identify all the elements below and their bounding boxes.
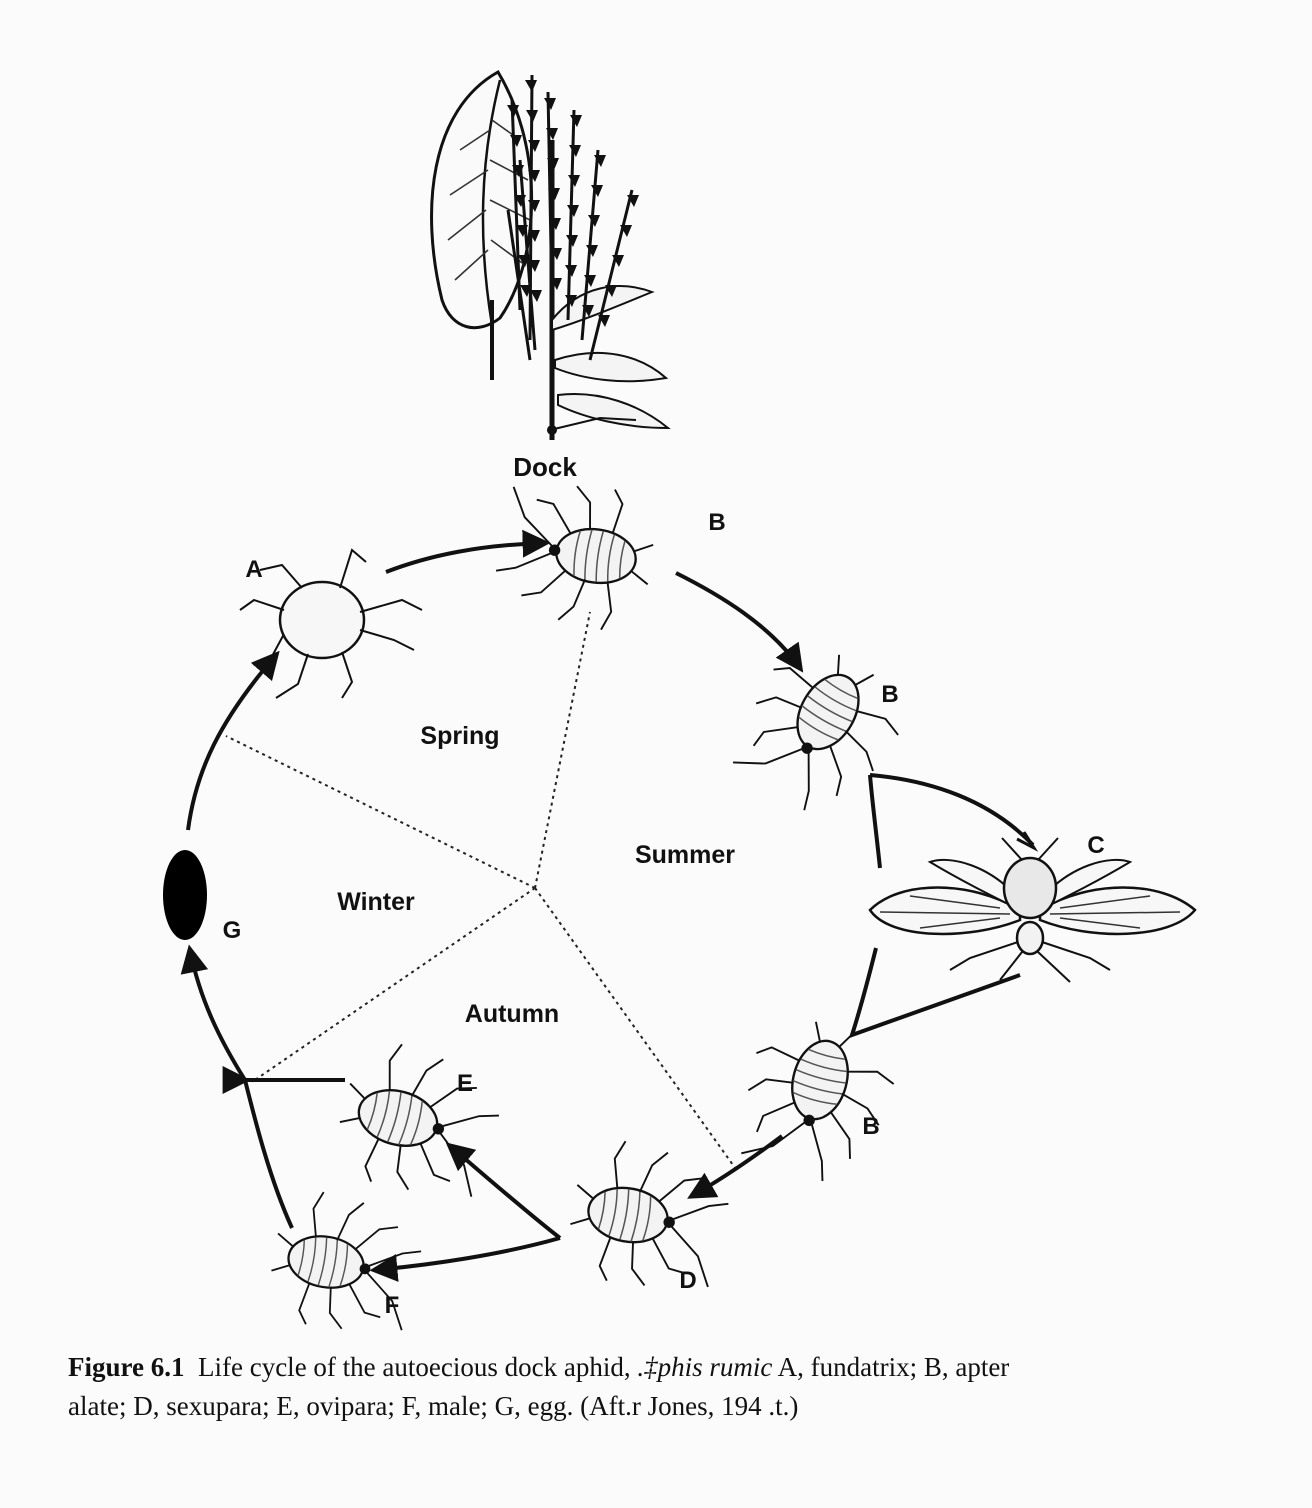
stage-label-c: C — [1087, 832, 1105, 859]
stage-label-a: A — [245, 556, 263, 583]
season-label-summer: Summer — [634, 841, 736, 869]
figure-number: Figure 6.1 — [68, 1352, 185, 1382]
season-label-spring: Spring — [420, 722, 500, 750]
caption-species: .‡phis rumic — [637, 1352, 773, 1382]
stage-label-e: E — [456, 1070, 474, 1097]
caption-text-1: Life cycle of the autoecious dock aphid, — [198, 1352, 631, 1382]
dock-plant-illustration — [432, 72, 668, 440]
aphid-stage-b-right — [720, 630, 918, 832]
stage-label-b-right: B — [881, 681, 899, 708]
caption-line-2: alate; D, sexupara; E, ovipara; F, male; G, egg. (Aft.r Jones, 194 .t.) — [68, 1391, 799, 1421]
plant-label: Dock — [513, 452, 577, 482]
egg-stage-g — [163, 850, 207, 940]
aphid-stage-a — [240, 550, 422, 698]
aphid-stage-e — [327, 1034, 510, 1209]
aphid-stage-f — [263, 1186, 428, 1342]
aphid-stage-b-top — [490, 475, 660, 635]
figure-caption — [68, 1348, 1278, 1426]
season-dividers — [226, 612, 738, 1172]
aphid-stage-b-lower — [729, 1009, 904, 1192]
aphid-stage-c-winged — [870, 838, 1195, 982]
aphid-stage-d — [562, 1134, 736, 1299]
stage-label-g: G — [222, 917, 242, 944]
caption-text-2: A, fundatrix; B, apter — [777, 1352, 1010, 1382]
stage-label-b-lower: B — [862, 1113, 880, 1140]
stage-label-b-top: B — [708, 509, 726, 536]
stage-label-d: D — [679, 1267, 697, 1294]
season-label-autumn: Autumn — [464, 1000, 560, 1028]
caption-line-1 — [68, 1348, 1278, 1387]
stage-label-f: F — [384, 1292, 400, 1319]
season-label-winter: Winter — [337, 888, 415, 916]
